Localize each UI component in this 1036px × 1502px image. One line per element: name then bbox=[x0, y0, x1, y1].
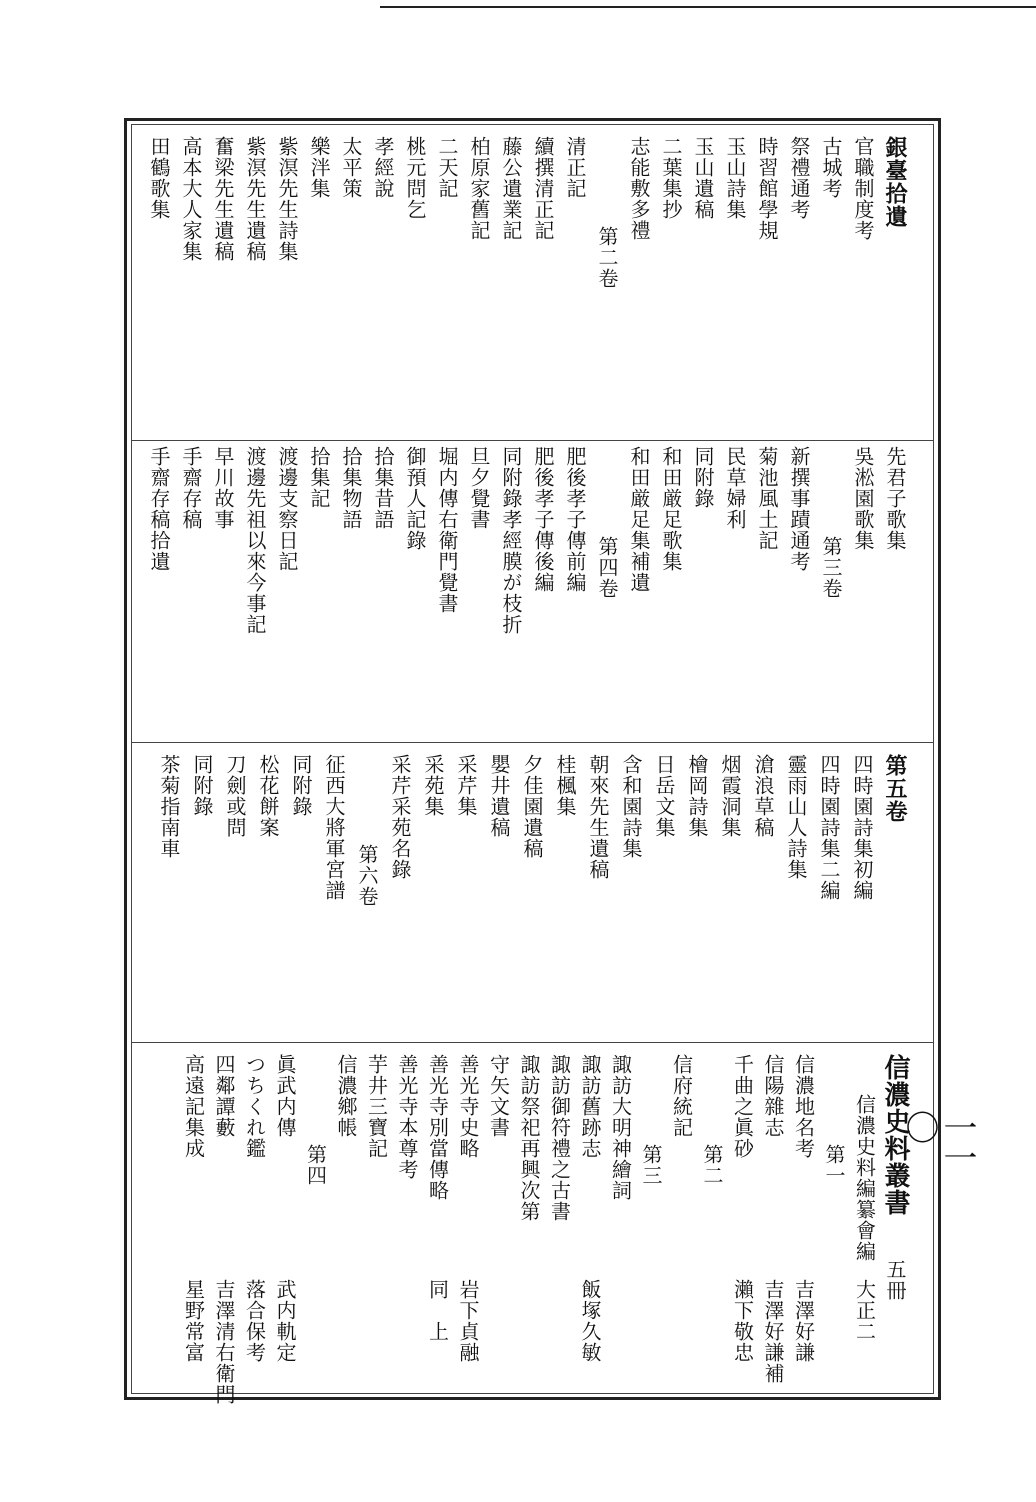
entry-author: 大正二 bbox=[852, 1279, 877, 1342]
catalog-entry: 信府統記 bbox=[669, 1054, 694, 1138]
catalog-entry: 古城考 bbox=[819, 136, 843, 199]
catalog-entry: 滄浪草稿 bbox=[751, 754, 775, 838]
catalog-entry: 紫溟先生詩集 bbox=[275, 136, 299, 262]
catalog-entry: 嬰井遺稿 bbox=[487, 754, 511, 838]
catalog-entry: 肥後孝子傳後編 bbox=[531, 446, 555, 593]
catalog-entry: 拾集物語 bbox=[339, 446, 363, 530]
catalog-entry: 太平策 bbox=[339, 136, 363, 199]
catalog-entry: 早川故事 bbox=[211, 446, 235, 530]
volume-heading: 第二卷 bbox=[595, 226, 619, 289]
catalog-entry: 信陽雜志 bbox=[761, 1054, 785, 1138]
catalog-entry: 孝經說 bbox=[371, 136, 395, 199]
catalog-entry: 手齋存稿 bbox=[179, 446, 203, 530]
catalog-entry: 民草婦利 bbox=[723, 446, 747, 530]
catalog-entry: 拾集昔語 bbox=[371, 446, 395, 530]
catalog-entry: 茶菊指南車 bbox=[157, 754, 181, 859]
catalog-section bbox=[140, 446, 910, 736]
catalog-entry: 四時園詩集二編 bbox=[817, 754, 841, 901]
catalog-entry: 同附錄孝經膜が枝折 bbox=[499, 446, 523, 635]
catalog-entry: 和田厳足集補遺 bbox=[627, 446, 651, 593]
catalog-entry: 善光寺史略 bbox=[456, 1054, 480, 1159]
catalog-entry: 刀劍或問 bbox=[223, 754, 247, 838]
volume-heading: 第三 bbox=[639, 1144, 663, 1186]
catalog-entry: 玉山詩集 bbox=[723, 136, 747, 220]
catalog-entry: 朝來先生遺稿 bbox=[586, 754, 610, 880]
catalog-entry: 同附錄 bbox=[190, 754, 214, 817]
entry-author: 吉澤清右衛門 bbox=[212, 1279, 236, 1405]
catalog-entry: 田鶴歌集 bbox=[147, 136, 171, 220]
catalog-entry: 善光寺本尊考 bbox=[395, 1054, 419, 1180]
catalog-entry: 銀臺拾遺 bbox=[882, 136, 908, 228]
entry-author: 岩下貞融 bbox=[456, 1279, 480, 1363]
catalog-entry: 含和園詩集 bbox=[619, 754, 643, 859]
catalog-entry: 信濃地名考 bbox=[791, 1054, 816, 1159]
entry-author: 同 上 bbox=[425, 1279, 450, 1342]
catalog-entry: 續撰清正記 bbox=[531, 136, 555, 241]
entry-author: 星野常富 bbox=[181, 1279, 206, 1363]
volume-heading: 第二 bbox=[700, 1144, 724, 1186]
catalog-entry: 渡邊先祖以來今事記 bbox=[243, 446, 267, 635]
catalog-entry: 時習館學規 bbox=[755, 136, 779, 241]
entry-author: 五冊 bbox=[883, 1259, 907, 1301]
catalog-entry: 諏訪御符禮之古書 bbox=[547, 1054, 572, 1222]
entry-author: 武内軌定 bbox=[273, 1279, 297, 1363]
catalog-entry: 烟霞洞集 bbox=[718, 754, 742, 838]
catalog-entry: 柏原家舊記 bbox=[467, 136, 491, 241]
catalog-entry: 奮梁先生遺稿 bbox=[211, 136, 235, 262]
catalog-entry: 先君子歌集 bbox=[883, 446, 907, 551]
catalog-entry: 夕佳園遺稿 bbox=[520, 754, 544, 859]
catalog-entry: 旦夕覺書 bbox=[467, 446, 491, 530]
catalog-section bbox=[140, 136, 910, 426]
catalog-entry: 紫溟先生遺稿 bbox=[243, 136, 267, 262]
top-rule bbox=[380, 6, 1036, 8]
catalog-entry: 四鄰譚藪 bbox=[212, 1054, 236, 1138]
catalog-entry: 清正記 bbox=[563, 136, 587, 199]
catalog-entry: 菊池風土記 bbox=[755, 446, 779, 551]
catalog-entry: 肥後孝子傳前編 bbox=[563, 446, 587, 593]
catalog-entry: 千曲之眞砂 bbox=[730, 1054, 755, 1159]
catalog-section bbox=[140, 1054, 910, 1405]
catalog-entry: 四時園詩集初編 bbox=[850, 754, 874, 901]
entry-author: 瀨下敬忠 bbox=[730, 1279, 755, 1363]
catalog-entry: 諏訪舊跡志 bbox=[578, 1054, 602, 1159]
volume-heading: 第六卷 bbox=[355, 844, 379, 907]
catalog-entry: 吳淞園歌集 bbox=[851, 446, 875, 551]
catalog-section bbox=[140, 754, 910, 1044]
catalog-entry: 堀内傳右衛門覺書 bbox=[435, 446, 459, 614]
catalog-entry: 松花餅案 bbox=[256, 754, 280, 838]
catalog-entry: 和田厳足歌集 bbox=[659, 446, 683, 572]
catalog-entry: 征西大將軍宮譜 bbox=[322, 754, 346, 901]
catalog-entry: 新撰事蹟通考 bbox=[787, 446, 811, 572]
volume-heading: 第四 bbox=[303, 1144, 328, 1186]
catalog-entry: 高本大人家集 bbox=[179, 136, 203, 262]
page-number: 一一〇 bbox=[899, 1110, 977, 1170]
catalog-entry: 渡邊支察日記 bbox=[275, 446, 299, 572]
catalog-entry: 祭禮通考 bbox=[787, 136, 811, 220]
catalog-entry: 眞武内傳 bbox=[273, 1054, 297, 1138]
catalog-entry: 采芹集 bbox=[454, 754, 478, 817]
catalog-entry: 二葉集抄 bbox=[659, 136, 683, 220]
catalog-entry: 拾集記 bbox=[307, 446, 331, 509]
volume-heading: 第三卷 bbox=[819, 536, 843, 599]
catalog-entry: 藤公遺業記 bbox=[499, 136, 523, 241]
volume-heading: 第四卷 bbox=[595, 536, 619, 599]
catalog-entry: 日岳文集 bbox=[652, 754, 676, 838]
catalog-entry: 高遠記集成 bbox=[181, 1054, 206, 1159]
catalog-entry: 桃元問乞 bbox=[403, 136, 427, 220]
catalog-entry: 諏訪大明神繪詞 bbox=[608, 1054, 633, 1201]
catalog-entry: 檜岡詩集 bbox=[685, 754, 709, 838]
section-divider bbox=[131, 742, 934, 743]
catalog-entry: 同附錄 bbox=[289, 754, 313, 817]
catalog-entry: 信濃鄉帳 bbox=[334, 1054, 358, 1138]
catalog-entry: 桂楓集 bbox=[553, 754, 577, 817]
volume-heading: 第一 bbox=[822, 1144, 846, 1186]
entry-author: 飯塚久敏 bbox=[578, 1279, 602, 1363]
catalog-entry: 二天記 bbox=[435, 136, 459, 199]
catalog-entry: 同附錄 bbox=[691, 446, 715, 509]
catalog-entry: 樂泮集 bbox=[307, 136, 331, 199]
section-divider bbox=[131, 440, 934, 441]
catalog-entry: 采苑集 bbox=[421, 754, 445, 817]
catalog-entry: 善光寺別當傳略 bbox=[425, 1054, 450, 1201]
catalog-entry: 信濃史料編纂會編 bbox=[852, 1094, 877, 1262]
catalog-entry: 芋井三寶記 bbox=[364, 1054, 389, 1159]
catalog-entry: 玉山遺稿 bbox=[691, 136, 715, 220]
catalog-entry: 手齋存稿拾遺 bbox=[147, 446, 171, 572]
catalog-entry: つちくれ鑑 bbox=[242, 1054, 267, 1159]
catalog-entry: 靈雨山人詩集 bbox=[784, 754, 808, 880]
catalog-entry: 守矢文書 bbox=[486, 1054, 511, 1138]
entry-author: 落合保考 bbox=[242, 1279, 267, 1363]
entry-author: 吉澤好謙 bbox=[791, 1279, 816, 1363]
entry-author: 吉澤好謙補 bbox=[761, 1279, 785, 1384]
catalog-entry: 志能敷多禮 bbox=[627, 136, 651, 241]
catalog-entry: 官職制度考 bbox=[851, 136, 875, 241]
catalog-entry: 諏訪祭祀再興次第 bbox=[517, 1054, 541, 1222]
catalog-entry: 第五卷 bbox=[882, 754, 908, 823]
catalog-entry: 采芹采苑名錄 bbox=[388, 754, 412, 880]
catalog-entry: 御預人記錄 bbox=[403, 446, 427, 551]
series-title: 信濃史料叢書 bbox=[880, 1054, 910, 1216]
